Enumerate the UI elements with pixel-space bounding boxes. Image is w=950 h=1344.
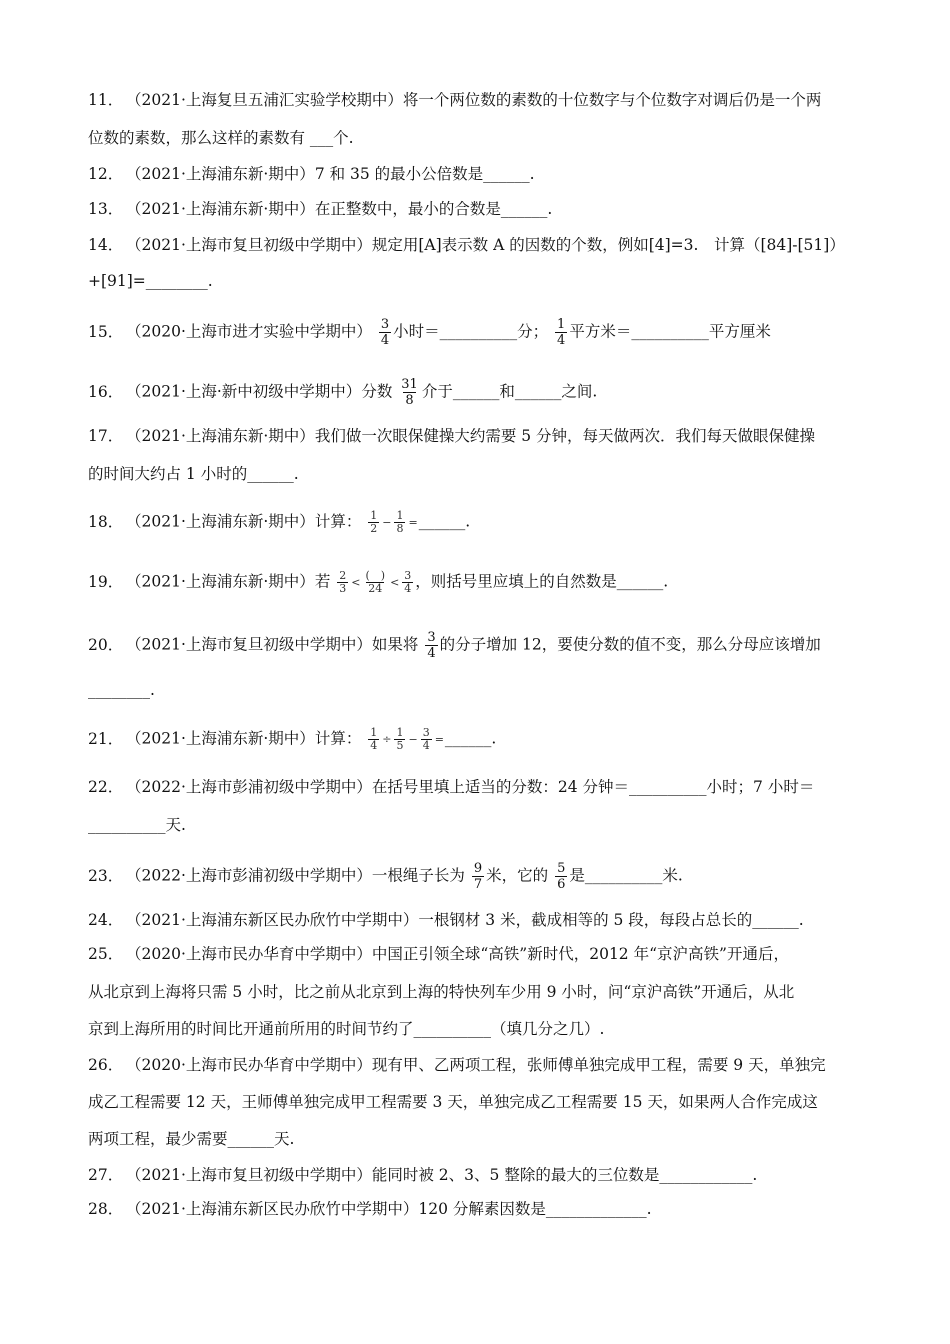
fraction-1-4: $\frac{1}{4}$ [557, 317, 566, 348]
question-14-cont: +[91]=________. [88, 272, 213, 290]
q22-source: （2022·上海市彭浦初级中学期中） [126, 778, 372, 796]
question-26-cont2: 两项工程，最少需要______天. [88, 1130, 295, 1148]
fraction-1-5: $\frac{1}{5}$ [396, 726, 404, 752]
fraction-3-4: $\frac{3}{4}$ [380, 317, 390, 348]
q19-source: （2021·上海浦东新·期中） [126, 572, 315, 591]
q28-source: （2021·上海浦东新区民办欣竹中学期中） [126, 1200, 419, 1218]
question-13: 13． （2021·上海浦东新·期中）在正整数中，最小的合数是______. [88, 200, 553, 218]
fraction-1-4: $\frac{1}{4}$ [370, 726, 378, 752]
question-17-cont: 的时间大约占 1 小时的______. [88, 465, 299, 483]
question-22-cont: __________天. [88, 816, 186, 834]
fraction-5-6: $\frac{5}{6}$ [557, 861, 566, 892]
question-22: 22． （2022·上海市彭浦初级中学期中）在括号里填上适当的分数：24 分钟＝__________小时；7 小时＝ [88, 778, 815, 796]
q20-source: （2021·上海市复旦初级中学期中） [126, 635, 372, 654]
fraction-31-8: $\frac{31}{8}$ [401, 377, 418, 408]
fraction-blank-24: $\frac{( )}{24}$ [365, 569, 386, 595]
q27-source: （2021·上海市复旦初级中学期中） [126, 1166, 372, 1184]
question-18: 18． （2021·上海浦东新·期中）计算： $\frac{1}{2}$ − $\frac{1}{8}$ =______. [88, 509, 471, 535]
fraction-1-2: $\frac{1}{2}$ [370, 509, 378, 535]
fraction-3-4: $\frac{3}{4}$ [427, 630, 436, 661]
question-20-cont: ________. [88, 681, 155, 699]
question-25-cont1: 从北京到上海将只需 5 小时，比之前从北京到上海的特快列车少用 9 小时，问“京沪高铁”开通后，从北 [88, 983, 795, 1001]
question-17: 17． （2021·上海浦东新·期中）我们做一次眼保健操大约需要 5 分钟，每天做两次．我们每天做眼保健操 [88, 427, 816, 445]
question-15: 15． （2020·上海市进才实验中学期中） $\frac{3}{4}$ 小时＝__________分； $\frac{1}{4}$ 平方米＝__________平方厘米 [88, 317, 771, 348]
fraction-3-4: $\frac{3}{4}$ [422, 726, 430, 752]
q26-source: （2020·上海市民办华育中学期中） [126, 1056, 372, 1074]
q18-source: （2021·上海浦东新·期中） [126, 512, 315, 531]
question-27: 27． （2021·上海市复旦初级中学期中）能同时被 2、3、5 整除的最大的三位数是____________. [88, 1166, 758, 1184]
question-23: 23． （2022·上海市彭浦初级中学期中）一根绳子长为 $\frac{9}{7}$ 米，它的 $\frac{5}{6}$ 是__________米. [88, 861, 683, 892]
q17-source: （2021·上海浦东新·期中） [126, 427, 315, 445]
question-14: 14． （2021·上海市复旦初级中学期中）规定用[A]表示数 A 的因数的个数，例如[4]=3. 计算（[84]-[51]） [88, 236, 845, 254]
fraction-1-8: $\frac{1}{8}$ [396, 509, 404, 535]
q12-source: （2021·上海浦东新·期中） [126, 165, 315, 183]
question-24: 24． （2021·上海浦东新区民办欣竹中学期中）一根钢材 3 米，截成相等的 5 段，每段占总长的______. [88, 911, 804, 929]
question-16: 16． （2021·上海·新中初级中学期中）分数 $\frac{31}{8}$ 介于______和______之间. [88, 377, 598, 408]
question-12: 12． （2021·上海浦东新·期中）7 和 35 的最小公倍数是______. [88, 165, 535, 183]
question-11: 11． （2021·上海复旦五浦汇实验学校期中）将一个两位数的素数的十位数字与个位数字对调后仍是一个两 [88, 91, 822, 109]
q14-source: （2021·上海市复旦初级中学期中） [126, 236, 372, 254]
q15-source: （2020·上海市进才实验中学期中） [126, 322, 372, 341]
question-26-cont1: 成乙工程需要 12 天，王师傅单独完成甲工程需要 3 天，单独完成乙工程需要 15 天，如果两人合作完成这 [88, 1093, 818, 1111]
q21-source: （2021·上海浦东新·期中） [126, 729, 315, 748]
question-19: 19． （2021·上海浦东新·期中）若 $\frac{2}{3}$ < $\frac{( )}{24}$ < $\frac{3}{4}$ ，则括号里应填上的自然数是______. [88, 569, 669, 595]
q13-source: （2021·上海浦东新·期中） [126, 200, 315, 218]
q16-source: （2021·上海·新中初级中学期中） [126, 382, 362, 401]
q24-source: （2021·上海浦东新区民办欣竹中学期中） [126, 911, 419, 929]
q23-source: （2022·上海市彭浦初级中学期中） [126, 866, 372, 885]
question-21: 21． （2021·上海浦东新·期中）计算： $\frac{1}{4}$ ÷ $\frac{1}{5}$ − $\frac{3}{4}$ =______. [88, 726, 497, 752]
fraction-9-7: $\frac{9}{7}$ [473, 861, 483, 892]
fraction-2-3: $\frac{2}{3}$ [339, 569, 347, 595]
question-26: 26． （2020·上海市民办华育中学期中）现有甲、乙两项工程，张师傅单独完成甲工程，需要 9 天，单独完 [88, 1056, 826, 1074]
question-28: 28． （2021·上海浦东新区民办欣竹中学期中）120 分解素因数是_____________. [88, 1200, 652, 1218]
question-20: 20． （2021·上海市复旦初级中学期中）如果将 $\frac{3}{4}$ 的分子增加 12，要使分数的值不变，那么分母应该增加 [88, 630, 821, 661]
question-25: 25． （2020·上海市民办华育中学期中）中国正引领全球“高铁”新时代，2012 年“京沪高铁”开通后， [88, 945, 789, 963]
question-25-cont2: 京到上海所用的时间比开通前所用的时间节约了__________（填几分之几）. [88, 1020, 605, 1038]
fraction-3-4: $\frac{3}{4}$ [404, 569, 412, 595]
q11-source: （2021·上海复旦五浦汇实验学校期中） [126, 91, 403, 109]
question-11-cont: 位数的素数，那么这样的素数有 ___个. [88, 129, 354, 147]
q25-source: （2020·上海市民办华育中学期中） [126, 945, 372, 963]
